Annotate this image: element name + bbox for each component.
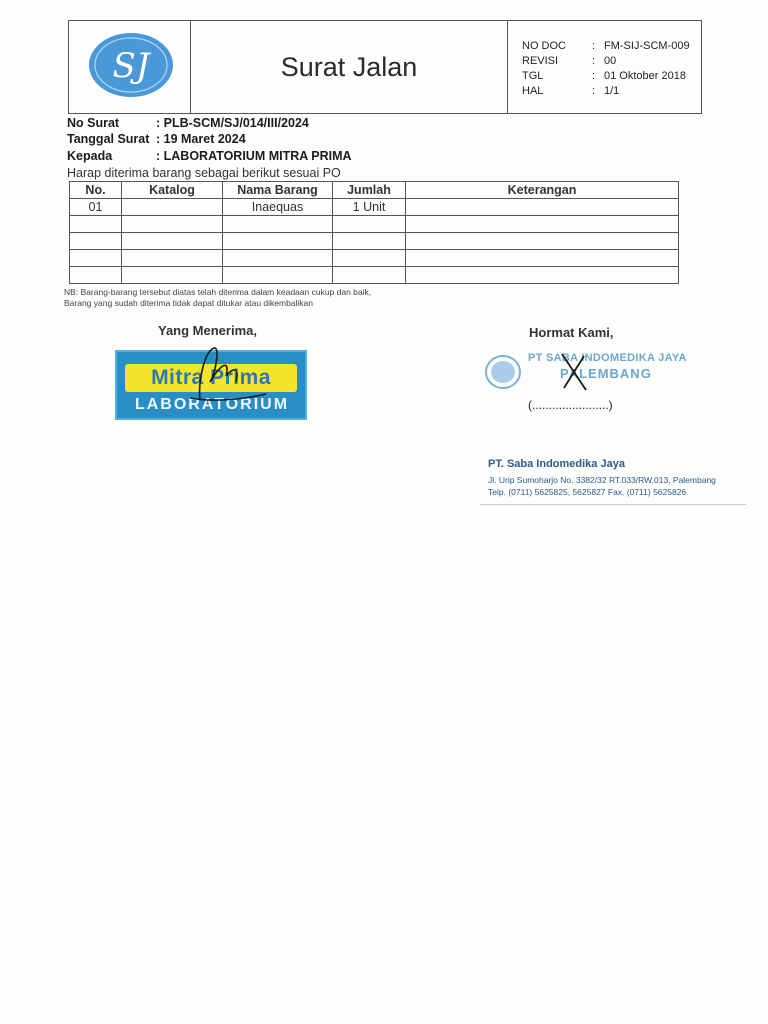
document-meta — [507, 21, 701, 113]
table-cell — [333, 250, 406, 267]
col-jumlah-header: Jumlah — [333, 182, 406, 199]
document-header — [68, 20, 702, 114]
table-row — [70, 216, 679, 233]
table-cell — [122, 216, 223, 233]
table-cell — [333, 233, 406, 250]
sender-signature-icon — [556, 350, 592, 394]
table-cell — [406, 267, 679, 284]
meta-hal: HAL : 1/1 — [522, 85, 620, 97]
sender-stamp-city: PALEMBANG — [560, 366, 652, 381]
table-row — [70, 199, 679, 216]
table-cell — [223, 267, 333, 284]
table-cell: 01 — [70, 199, 122, 216]
table-cell — [70, 267, 122, 284]
table-cell — [333, 267, 406, 284]
no-surat-value: PLB-SCM/SJ/014/III/2024 — [163, 116, 309, 130]
meta-revisi: REVISI : 00 — [522, 55, 617, 67]
table-cell — [70, 216, 122, 233]
table-cell — [406, 216, 679, 233]
no-surat-line: No Surat : PLB-SCM/SJ/014/III/2024 — [67, 116, 309, 130]
table-cell — [122, 267, 223, 284]
footer-phone: Telp. (0711) 5625825, 5625827 Fax. (0711) 5625826 — [488, 487, 687, 497]
tanggal-surat-value: 19 Maret 2024 — [163, 132, 246, 146]
meta-tgl: TGL : 01 Oktober 2018 — [522, 70, 686, 82]
intro-text: Harap diterima barang sebagai berikut sesuai PO — [67, 166, 341, 180]
col-keterangan-header: Keterangan — [406, 182, 679, 199]
table-cell — [70, 233, 122, 250]
kepada-line: Kepada : LABORATORIUM MITRA PRIMA — [67, 149, 352, 163]
company-footer — [480, 450, 746, 505]
note-line-1: NB: Barang-barang tersebut diatas telah diterima dalam keadaan cukup dan baik, — [64, 287, 372, 297]
logo-text: SJ — [112, 46, 150, 86]
table-header-row — [70, 182, 679, 199]
receiver-signature-icon — [170, 342, 280, 410]
meta-no-doc: NO DOC : FM-SIJ-SCM-009 — [522, 40, 690, 52]
table-cell — [406, 250, 679, 267]
sender-stamp-company: PT SABA INDOMEDIKA JAYA — [528, 352, 687, 364]
kepada-value: LABORATORIUM MITRA PRIMA — [163, 149, 352, 163]
table-cell — [70, 250, 122, 267]
stamp-brand-text: Mitra Prima — [125, 364, 297, 392]
table-cell — [406, 199, 679, 216]
company-logo-icon — [87, 31, 175, 99]
note-line-2: Barang yang sudah diterima tidak dapat ditukar atau dikembalikan — [64, 298, 314, 308]
col-nama-barang-header: Nama Barang — [223, 182, 333, 199]
table-row — [70, 233, 679, 250]
table-cell — [406, 233, 679, 250]
sender-signature-line: (.......................) — [528, 398, 613, 412]
table-cell: Inaequas — [223, 199, 333, 216]
table-cell — [223, 233, 333, 250]
table-cell — [122, 250, 223, 267]
table-cell — [223, 216, 333, 233]
document-title: Surat Jalan — [280, 51, 418, 82]
sender-label: Hormat Kami, — [529, 325, 614, 340]
table-row — [70, 250, 679, 267]
sender-stamp-logo-icon — [484, 354, 522, 390]
table-cell — [122, 199, 223, 216]
table-cell — [333, 216, 406, 233]
stamp-lab-text: LABORATORIUM — [134, 396, 290, 413]
receiver-label: Yang Menerima, — [158, 323, 257, 338]
table-cell: 1 Unit — [333, 199, 406, 216]
tanggal-surat-line: Tanggal Surat : 19 Maret 2024 — [67, 132, 246, 146]
logo-cell — [69, 21, 191, 113]
table-cell — [122, 233, 223, 250]
items-table — [69, 181, 679, 284]
footer-address: Jl. Urip Sumoharjo No. 3382/32 RT.033/RW.013, Palembang — [488, 475, 716, 485]
table-row — [70, 267, 679, 284]
col-no-header: No. — [70, 182, 122, 199]
footer-company-name: PT. Saba Indomedika Jaya — [488, 458, 625, 470]
col-katalog-header: Katalog — [122, 182, 223, 199]
table-cell — [223, 250, 333, 267]
